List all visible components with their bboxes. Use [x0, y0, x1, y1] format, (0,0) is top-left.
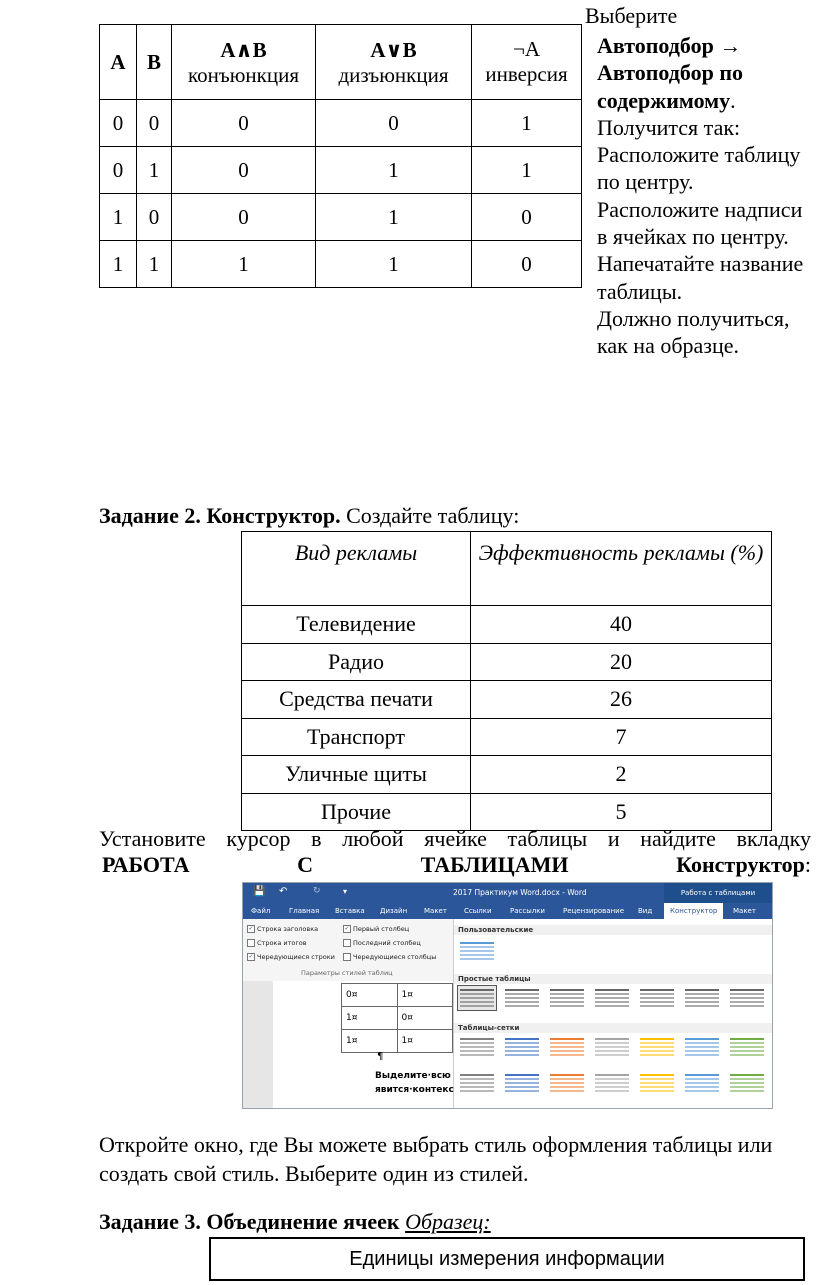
- checkbox-checked-icon: ✓: [248, 953, 254, 960]
- tab-review[interactable]: Рецензирование: [563, 907, 625, 915]
- document-area: [243, 981, 453, 1108]
- option-total-row[interactable]: Строка итогов: [247, 939, 307, 947]
- doc-text-line-2: явится·контекс: [375, 1085, 454, 1095]
- option-first-column[interactable]: ✓ Первый столбец: [344, 925, 410, 933]
- table-row: Радио 20: [242, 643, 772, 681]
- gallery-section-custom: Пользовательские: [454, 925, 773, 935]
- table-row: 0 1 0 1 1: [100, 147, 582, 194]
- table-style-swatch[interactable]: [548, 986, 586, 1010]
- document-table: 0¤ 1¤ 1¤ 0¤ 1¤ 1¤: [341, 983, 453, 1053]
- table-style-swatch[interactable]: [728, 1071, 766, 1095]
- tab-insert[interactable]: Вставка: [335, 907, 365, 915]
- table-style-swatch[interactable]: [593, 1035, 631, 1059]
- header-or: A∨B дизъюнкция: [316, 25, 472, 100]
- ribbon-tabs: [243, 903, 772, 919]
- choose-text: Выберите: [585, 3, 678, 28]
- sample-merged-cell: Единицы измерения информации: [209, 1237, 805, 1281]
- save-icon[interactable]: 💾: [253, 886, 266, 897]
- table-style-swatch[interactable]: [683, 1035, 721, 1059]
- table-row: Средства печати 26: [242, 681, 772, 719]
- side-instructions: Автоподбор → Автоподбор по содержимому. Получится так: Расположите таблицу по центру. Расположите надписи в ячейках по центру. Напечатайте название таблицы. Должно получиться, как на образце.: [597, 33, 804, 359]
- table-style-swatch[interactable]: [638, 986, 676, 1010]
- pilcrow-mark: ¶: [377, 1051, 384, 1062]
- gallery-section-plain: Простые таблицы: [454, 974, 773, 984]
- task2-title: Задание 2. Конструктор. Создайте таблицу:: [99, 503, 520, 528]
- header-and: A∧B конъюнкция: [172, 25, 316, 100]
- checkbox-checked-icon: ✓: [248, 925, 254, 932]
- table-style-swatch[interactable]: [683, 1071, 721, 1095]
- tab-mailings[interactable]: Рассылки: [510, 907, 545, 915]
- option-banded-rows[interactable]: ✓ Чередующиеся строки: [248, 953, 335, 961]
- tab-view[interactable]: Вид: [638, 907, 653, 915]
- table-row: 0 0 0 0 1: [100, 100, 582, 147]
- checkbox-empty-icon: [343, 939, 351, 947]
- table-style-swatch[interactable]: [458, 1035, 496, 1059]
- table-style-swatch[interactable]: [728, 1035, 766, 1059]
- header-a: A: [100, 25, 137, 100]
- header-b: B: [137, 25, 172, 100]
- table-row: 1 1 1 1 0: [100, 241, 582, 288]
- table-style-swatch[interactable]: [638, 1071, 676, 1095]
- table-style-swatch[interactable]: [458, 939, 496, 963]
- ads-header-type: Вид рекламы: [242, 532, 471, 606]
- table-style-swatch[interactable]: [638, 1035, 676, 1059]
- sample-label: Образец:: [405, 1209, 491, 1234]
- option-header-row[interactable]: ✓ Строка заголовка: [248, 925, 319, 933]
- quick-access-chevron-icon[interactable]: ▾: [343, 887, 348, 896]
- table-row: Телевидение 40: [242, 606, 772, 644]
- table-row: Транспорт 7: [242, 718, 772, 756]
- checkbox-empty-icon: [247, 939, 255, 947]
- options-group-label: Параметры стилей таблиц: [301, 969, 393, 977]
- table-style-swatch[interactable]: [728, 986, 766, 1010]
- table-style-swatch[interactable]: [683, 986, 721, 1010]
- option-last-column[interactable]: Последний столбец: [343, 939, 421, 947]
- table-style-swatch[interactable]: [458, 1071, 496, 1095]
- task3-title: Задание 3. Объединение ячеек Образец:: [99, 1209, 491, 1234]
- ads-header-eff: Эффективность рекламы (%): [471, 532, 772, 606]
- redo-icon[interactable]: ↻: [313, 886, 321, 896]
- checkbox-empty-icon: [343, 953, 351, 961]
- autofit-bold: Автоподбор → Автоподбор по содержимому: [597, 33, 744, 113]
- context-tab-label: Работа с таблицами: [664, 883, 772, 903]
- doc-text-line-1: Выделите·всю: [375, 1071, 451, 1081]
- table-row: 1 0 0 1 0: [100, 194, 582, 241]
- checkbox-checked-icon: ✓: [344, 925, 350, 932]
- tab-layout[interactable]: Макет: [424, 907, 447, 915]
- tab-table-design[interactable]: Конструктор: [664, 903, 723, 919]
- table-style-swatch[interactable]: [458, 986, 496, 1010]
- document-page: [273, 981, 453, 1108]
- window-title: 2017 Практикум Word.docx - Word: [453, 888, 587, 897]
- truth-table: [99, 24, 582, 288]
- table-style-swatch[interactable]: [548, 1071, 586, 1095]
- table-style-swatch[interactable]: [548, 1035, 586, 1059]
- tab-references[interactable]: Ссылки: [464, 907, 492, 915]
- option-banded-columns[interactable]: Чередующиеся столбцы: [343, 953, 436, 961]
- table-row: Уличные щиты 2: [242, 756, 772, 794]
- header-not: ¬A инверсия: [472, 25, 582, 100]
- tab-design[interactable]: Дизайн: [380, 907, 408, 915]
- table-row: Прочие 5: [242, 793, 772, 831]
- table-style-swatch[interactable]: [503, 986, 541, 1010]
- style-paragraph: Откройте окно, где Вы можете выбрать стиль оформления таблицы или создать свой стиль. Выберите один из стилей.: [99, 1132, 773, 1186]
- table-style-swatch[interactable]: [593, 1071, 631, 1095]
- instruction-paragraph: Установите курсор в любой ячейке таблицы и найдите вкладку РАБОТА С ТАБЛИЦАМИ Конструктор:: [99, 826, 811, 877]
- table-style-swatch[interactable]: [503, 1071, 541, 1095]
- table-style-swatch[interactable]: [503, 1035, 541, 1059]
- undo-icon[interactable]: ↶: [279, 886, 288, 897]
- window-titlebar: [243, 883, 772, 903]
- gallery-section-grid: Таблицы-сетки: [454, 1023, 773, 1033]
- tab-file[interactable]: Файл: [251, 907, 271, 915]
- style-options-group: [243, 919, 453, 981]
- word-ribbon-screenshot: [242, 882, 773, 1109]
- table-styles-gallery: [453, 919, 773, 1108]
- ads-table: [241, 531, 772, 831]
- table-style-swatch[interactable]: [593, 986, 631, 1010]
- tab-table-layout[interactable]: Макет: [733, 907, 756, 915]
- tab-home[interactable]: Главная: [289, 907, 320, 915]
